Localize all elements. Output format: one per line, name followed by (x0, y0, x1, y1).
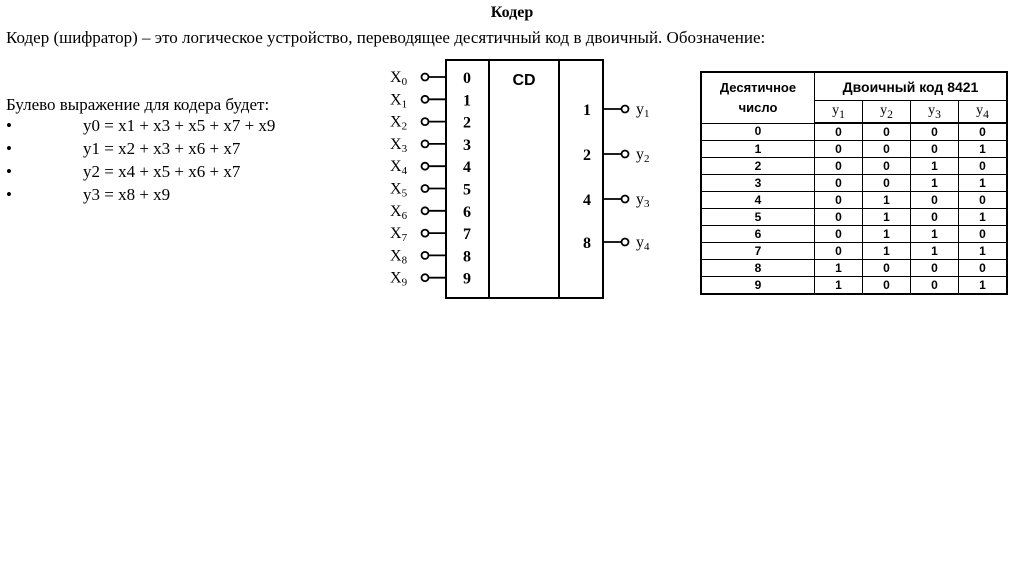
input-sub: 1 (401, 98, 408, 111)
expression-text: y0 = x1 + x3 + x5 + x7 + x9 (83, 116, 276, 135)
bit-cell: 1 (863, 209, 911, 226)
input-pin (422, 140, 429, 147)
input-sub: 8 (401, 254, 408, 267)
input-sub: 7 (401, 232, 408, 245)
output-sub: 3 (644, 198, 650, 210)
table-row (701, 277, 1007, 295)
bullet: • (6, 185, 12, 204)
output-pin (622, 106, 629, 113)
truth-table-body (701, 123, 1007, 294)
boolean-heading: Булево выражение для кодера будет: (6, 95, 270, 114)
bit-cell: 1 (959, 209, 1008, 226)
expression-text: y1 = x2 + x3 + x6 + x7 (83, 139, 241, 158)
bit-cell: 0 (815, 243, 863, 260)
input-pin (422, 185, 429, 192)
table-row (701, 123, 1007, 141)
table-row (701, 209, 1007, 226)
decimal-cell: 4 (701, 192, 815, 209)
input-letter: X (390, 202, 402, 220)
decimal-header (701, 72, 815, 123)
input-pin (422, 274, 429, 281)
expression-text: y3 = x8 + x9 (83, 185, 171, 204)
bit-cell: 1 (863, 192, 911, 209)
bit-cell: 1 (911, 158, 959, 175)
input-number: 5 (463, 181, 471, 199)
column-header-y2 (863, 101, 911, 124)
input-pin (422, 96, 429, 103)
bit-cell: 1 (959, 141, 1008, 158)
col-sub: 4 (983, 107, 989, 121)
col-sub: 2 (887, 107, 893, 121)
output-pin (622, 151, 629, 158)
input-letter: X (390, 247, 402, 265)
input-letter: X (390, 91, 402, 109)
input-label (390, 181, 408, 200)
output-pin (622, 239, 629, 246)
block-label: CD (512, 72, 536, 89)
input-number: 2 (463, 114, 471, 132)
bit-cell: 0 (863, 141, 911, 158)
col-letter: y (928, 102, 936, 118)
output-number: 8 (583, 235, 591, 252)
input-pin (422, 252, 429, 259)
bit-cell: 0 (959, 192, 1008, 209)
decimal-header-line: число (738, 99, 778, 115)
output-number: 1 (583, 102, 591, 119)
bit-cell: 0 (911, 209, 959, 226)
output-letter: y (636, 191, 644, 208)
input-number: 4 (463, 159, 471, 177)
output-pin (622, 196, 629, 203)
input-sub: 0 (401, 76, 408, 88)
page-title: Кодер (490, 4, 534, 21)
intro-text: Кодер (шифратор) – это логическое устройство, переводящее десятичный код в двоичный. Обозначение: (6, 28, 766, 47)
input-letter: X (390, 180, 402, 198)
table-row (701, 260, 1007, 277)
table-row (701, 141, 1007, 158)
bit-cell: 0 (815, 141, 863, 158)
input-letter: X (390, 69, 402, 86)
input-number: 3 (463, 136, 471, 154)
input-letter: X (390, 135, 402, 153)
bit-cell: 0 (911, 123, 959, 141)
input-pin (422, 207, 429, 214)
input-sub: 2 (401, 120, 408, 133)
input-number: 0 (463, 70, 471, 87)
input-letter: X (390, 269, 402, 287)
bit-cell: 0 (863, 175, 911, 192)
input-sub: 4 (401, 165, 408, 178)
bit-cell: 0 (959, 158, 1008, 175)
bit-cell: 0 (863, 123, 911, 141)
col-letter: y (976, 102, 984, 118)
input-pin (422, 230, 429, 237)
bit-cell: 1 (815, 260, 863, 277)
bit-cell: 0 (863, 277, 911, 295)
input-pin (422, 74, 429, 81)
output-sub: 4 (644, 241, 650, 253)
bit-cell: 0 (815, 192, 863, 209)
input-letter: X (390, 225, 402, 243)
column-header-y1 (815, 101, 863, 124)
column-header-y4 (959, 101, 1008, 124)
bit-cell: 0 (863, 158, 911, 175)
bit-cell: 0 (959, 260, 1008, 277)
bit-cell: 1 (959, 277, 1008, 295)
table-row (701, 192, 1007, 209)
truth-table (700, 71, 1008, 295)
bit-cell: 0 (911, 141, 959, 158)
output-label (636, 234, 650, 253)
output-label (636, 146, 650, 165)
decimal-header-line: Десятичное (719, 79, 797, 95)
bit-cell: 0 (863, 260, 911, 277)
table-row (701, 226, 1007, 243)
col-letter: y (880, 102, 888, 118)
input-label (390, 203, 408, 222)
bullet: • (6, 162, 12, 181)
decimal-cell: 8 (701, 260, 815, 277)
input-letter: X (390, 158, 402, 176)
bit-cell: 0 (911, 260, 959, 277)
bit-cell: 0 (911, 192, 959, 209)
input-label (390, 91, 407, 110)
decimal-cell: 2 (701, 158, 815, 175)
col-sub: 3 (935, 107, 941, 121)
bit-cell: 1 (911, 226, 959, 243)
input-pin (422, 118, 429, 125)
binary-header: Двоичный код 8421 (815, 72, 1008, 101)
output-label (636, 191, 650, 210)
input-label (390, 158, 408, 177)
output-sub: 1 (644, 108, 650, 120)
input-pin (422, 163, 429, 170)
bit-cell: 0 (815, 175, 863, 192)
output-number: 2 (583, 147, 591, 164)
input-sub: 9 (401, 276, 408, 289)
bit-cell: 1 (911, 243, 959, 260)
input-number: 7 (463, 226, 471, 244)
column-header-y3 (911, 101, 959, 124)
input-letter: X (390, 113, 402, 131)
col-letter: y (832, 102, 840, 118)
bit-cell: 1 (959, 243, 1008, 260)
decimal-cell: 3 (701, 175, 815, 192)
table-row (701, 158, 1007, 175)
input-label (390, 69, 408, 88)
bit-cell: 0 (815, 209, 863, 226)
output-label (636, 101, 650, 120)
input-label (390, 225, 408, 244)
expression-text: y2 = x4 + x5 + x6 + x7 (83, 162, 241, 181)
col-sub: 1 (839, 107, 845, 121)
bit-cell: 0 (815, 123, 863, 141)
input-label (390, 247, 408, 266)
input-label (390, 136, 408, 155)
output-number: 4 (583, 192, 591, 209)
bit-cell: 0 (815, 226, 863, 243)
input-sub: 3 (401, 142, 408, 155)
bit-cell: 0 (959, 226, 1008, 243)
bullet: • (6, 116, 12, 135)
bit-cell: 0 (959, 123, 1008, 141)
bit-cell: 1 (815, 277, 863, 295)
table-row (701, 243, 1007, 260)
table-row (701, 175, 1007, 192)
output-letter: y (636, 146, 644, 163)
bit-cell: 1 (863, 243, 911, 260)
decimal-cell: 9 (701, 277, 815, 295)
bit-cell: 0 (815, 158, 863, 175)
output-letter: y (636, 101, 644, 118)
bullet: • (6, 139, 12, 158)
decimal-cell: 1 (701, 141, 815, 158)
input-sub: 6 (401, 209, 408, 222)
output-sub: 2 (644, 153, 650, 165)
encoder-diagram (380, 55, 660, 305)
bit-cell: 0 (911, 277, 959, 295)
decimal-cell: 5 (701, 209, 815, 226)
decimal-cell: 7 (701, 243, 815, 260)
decimal-cell: 6 (701, 226, 815, 243)
input-sub: 5 (401, 187, 408, 200)
input-number: 1 (463, 92, 471, 110)
bit-cell: 1 (959, 175, 1008, 192)
bit-cell: 1 (911, 175, 959, 192)
bit-cell: 1 (863, 226, 911, 243)
input-number: 6 (463, 203, 471, 221)
input-label (390, 270, 408, 289)
input-number: 9 (463, 270, 471, 288)
input-label (390, 114, 407, 133)
decimal-cell: 0 (701, 123, 815, 141)
output-letter: y (636, 234, 644, 251)
input-number: 8 (463, 248, 471, 266)
